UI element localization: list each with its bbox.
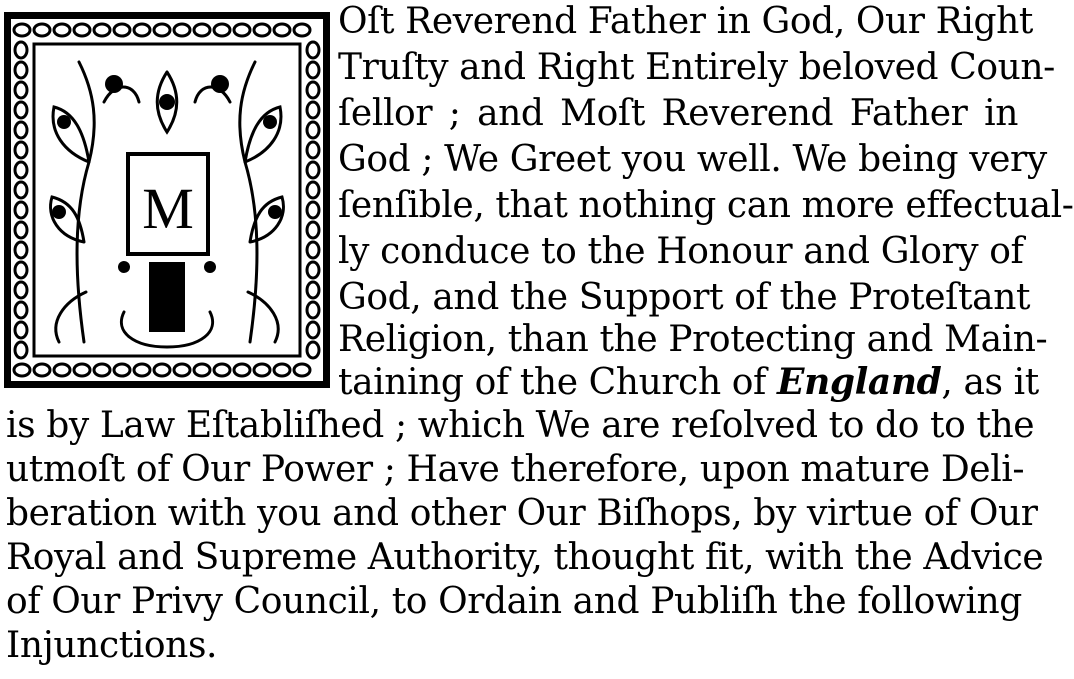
text-line-9-start: taining of the Church of xyxy=(338,362,778,403)
text-line-1: Oſt Reverend Father in God, Our Right xyxy=(338,1,1033,42)
text-line-6: ly conduce to the Honour and Glory of xyxy=(338,231,1024,272)
text-line-15: Injunctions. xyxy=(6,625,218,666)
text-line-14: of Our Privy Council, to Ordain and Publiſh the following xyxy=(6,581,1022,622)
text-line-9 xyxy=(338,361,1039,403)
text-line-10: is by Law Eſtabliſhed ; which We are reſolved to do to the xyxy=(6,405,1035,446)
text-line-5: ſenſible, that nothing can more effectual- xyxy=(338,185,1074,226)
text-line-13: Royal and Supreme Authority, thought fit, with the Advice xyxy=(6,537,1044,578)
text-line-7: God, and the Support of the Proteſtant xyxy=(338,277,1031,318)
text-line-9-end: , as it xyxy=(941,362,1039,403)
text-line-3: ſellor ; and Moſt Reverend Father in xyxy=(338,93,1018,134)
england-italic: England xyxy=(777,361,942,403)
decorated-initial xyxy=(4,12,330,388)
text-line-12: beration with you and other Our Biſhops, by virtue of Our xyxy=(6,493,1038,534)
text-line-11: utmoſt of Our Power ; Have therefore, upon mature Deli- xyxy=(6,449,1025,490)
initial-letter: M xyxy=(142,176,194,241)
text-line-4: God ; We Greet you well. We being very xyxy=(338,139,1047,180)
text-line-8: Religion, than the Protecting and Main- xyxy=(338,319,1048,360)
text-line-2: Truſty and Right Entirely beloved Coun- xyxy=(338,47,1055,88)
ornamental-initial-frame xyxy=(4,12,330,388)
